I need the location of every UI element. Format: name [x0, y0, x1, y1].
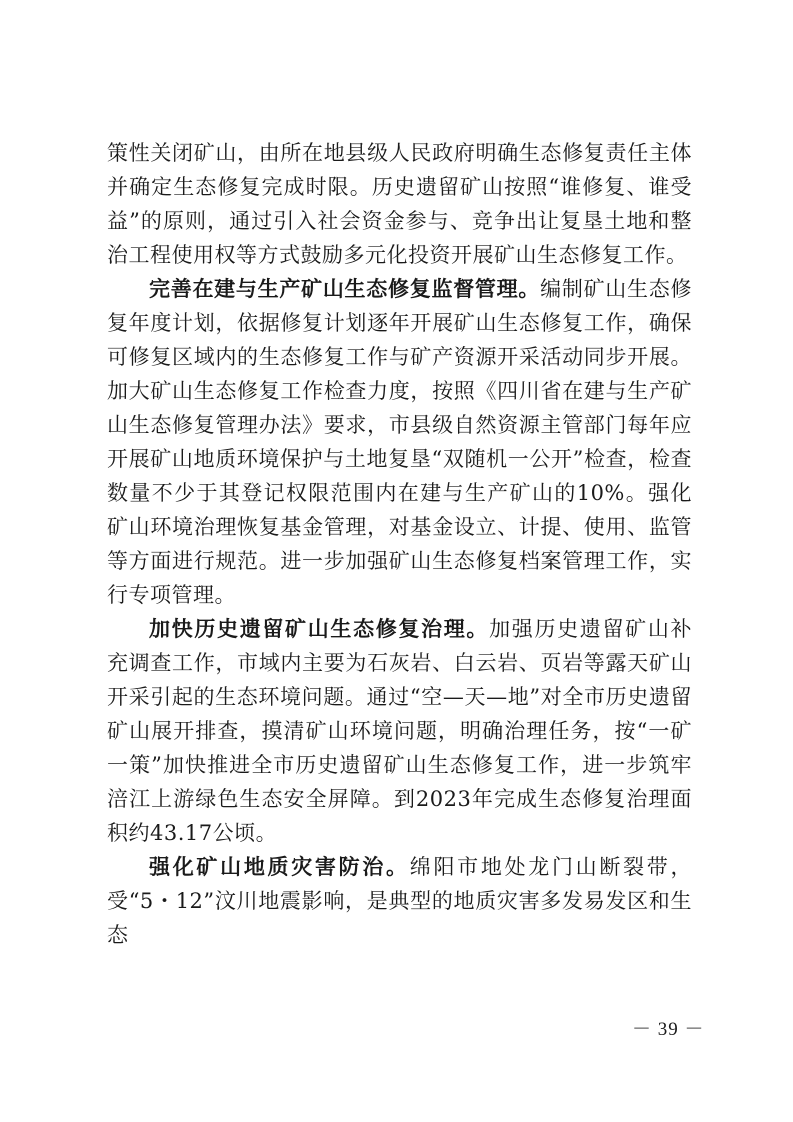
- paragraph-3-text: 加强历史遗留矿山补 充调查工作，市域内主要为石灰岩、白云岩、页岩等露天矿山开采引起的生态环境问题。通过“空—天—地”对全市历史遗留矿山展开排查，摸清矿山环境问题，明确治理任务，按“一矿一策”加快推进全市历史遗留矿山生态修复工作，进一步筑牢涪江上游绿色生态安全屏障。到2023年完成生态修复治理面积约43.17公顷。: [107, 617, 692, 845]
- page-number: － 39 －: [632, 1019, 705, 1040]
- paragraph-2: [107, 272, 692, 612]
- paragraph-1: [107, 136, 692, 272]
- paragraph-3-heading: 加快历史遗留矿山生态修复治理。: [149, 616, 490, 641]
- paragraph-4-heading: 强化矿山地质灾害防治。: [149, 854, 410, 879]
- paragraph-3: [107, 612, 692, 850]
- document-body: [107, 136, 692, 952]
- paragraph-4-text: 绵阳市地处龙门山断裂带，受“5・12”汶川地震影响，是典型的地质灾害多发易发区和生态: [107, 855, 692, 947]
- paragraph-4: [107, 850, 692, 952]
- paragraph-2-heading: 完善在建与生产矿山生态修复监督管理。: [149, 276, 541, 301]
- paragraph-1-text: 策性关闭矿山，由所在地县级人民政府明确生态修复责任主体并确定生态修复完成时限。历史遗留矿山按照“谁修复、谁受益”的原则，通过引入社会资金参与、竞争出让复垦土地和整治工程使用权等方式鼓励多元化投资开展矿山生态修复工作。: [107, 141, 692, 267]
- paragraph-2-text: 编制矿山生态修复年度计划，依据修复计划逐年开展矿山生态修复工作，确保可修复区域内的生态修复工作与矿产资源开采活动同步开展。加大矿山生态修复工作检查力度，按照《四川省在建与生产矿山生态修复管理办法》要求，市县级自然资源主管部门每年应开展矿山地质环境保护与土地复垦“双随机一公开”检查，检查数量不少于其登记权限范围内在建与生产矿山的10%。强化矿山环境治理恢复基金管理，对基金设立、计提、使用、监管等方面进行规范。进一步加强矿山生态修复档案管理工作，实行专项管理。: [107, 277, 692, 607]
